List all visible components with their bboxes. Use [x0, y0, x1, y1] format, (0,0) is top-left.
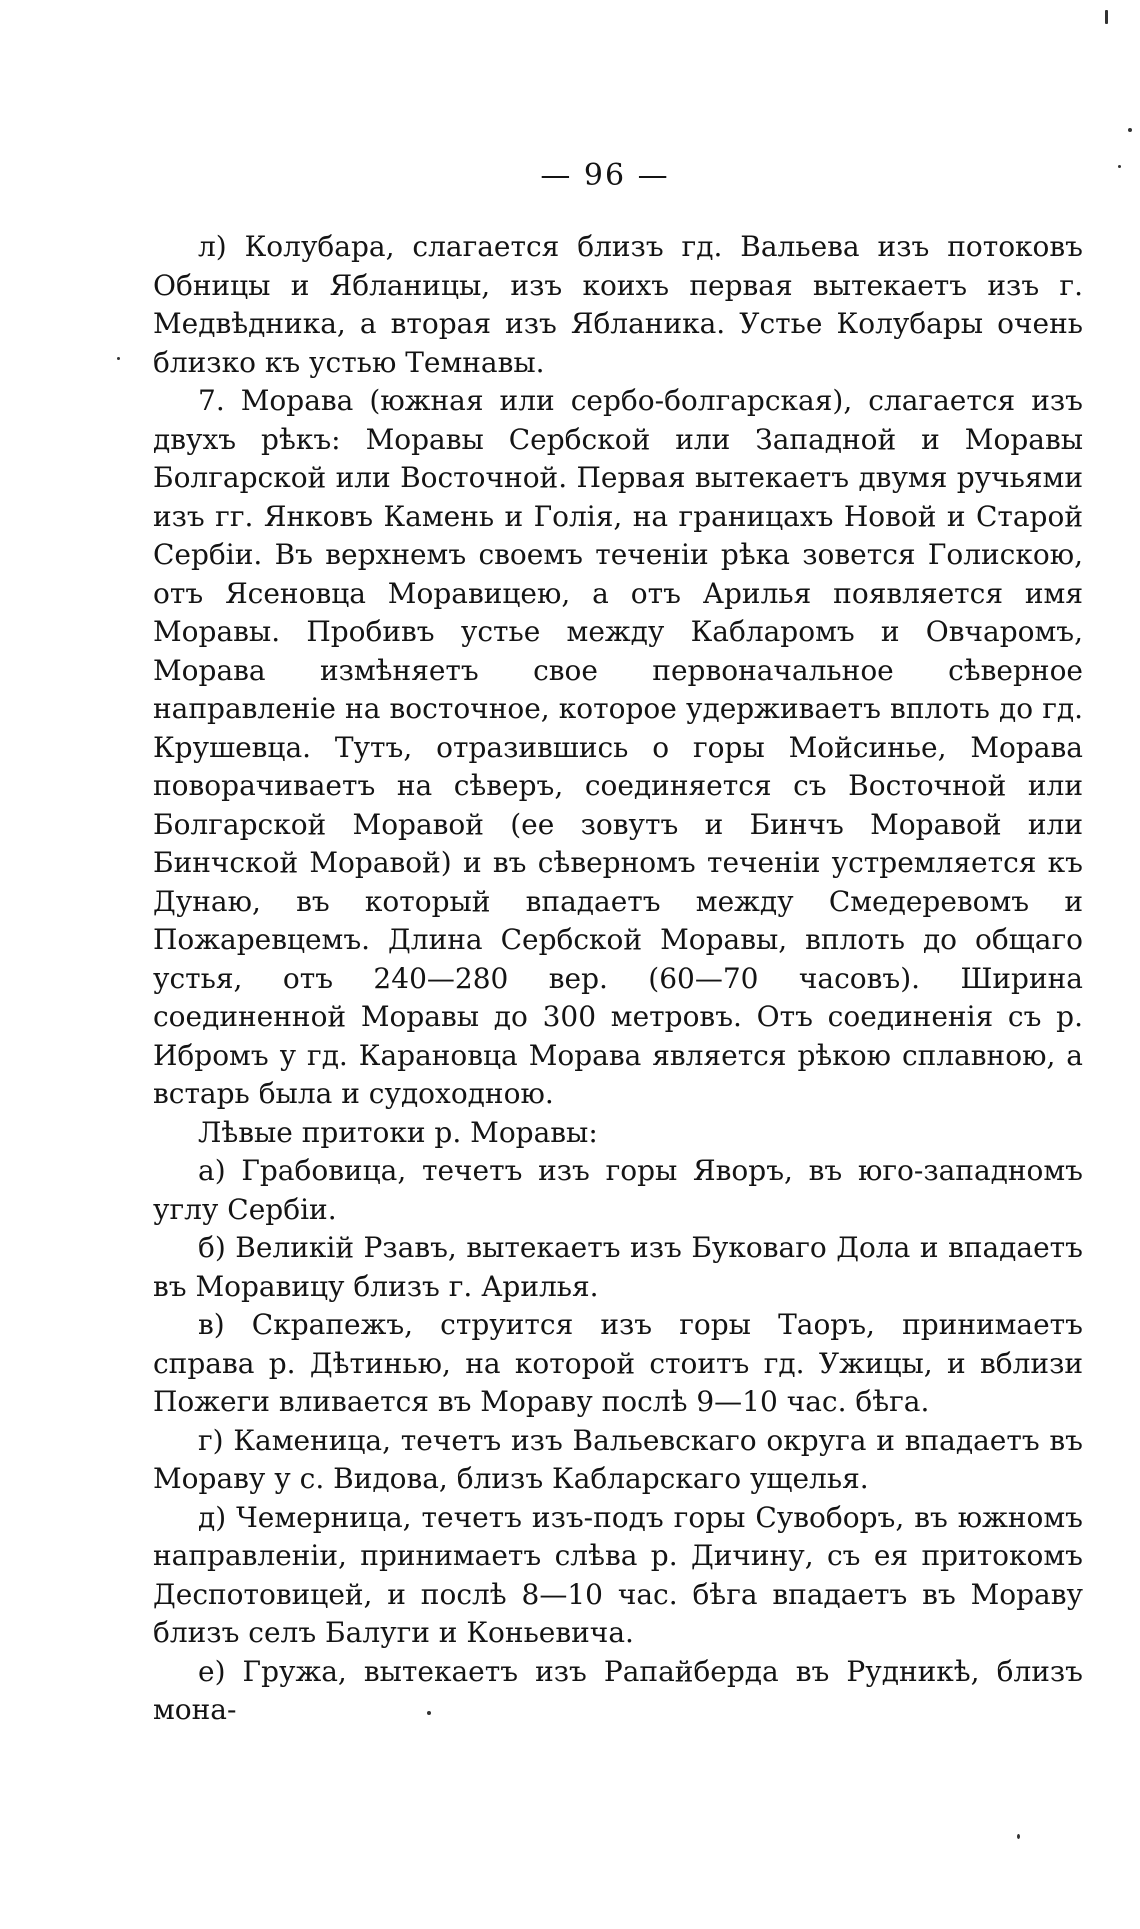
paragraph-gruzha: е) Гружа, вытекаетъ изъ Рапайберда въ Рудникѣ, близъ мона-: [153, 1654, 1083, 1726]
scan-speck: [117, 357, 120, 360]
paragraph-rzav: б) Великій Рзавъ, вытекаетъ изъ Буковаго Дола и впадаетъ въ Моравицу близъ г. Арилья.: [153, 1231, 1083, 1303]
text-body: [153, 228, 1083, 1730]
scan-speck: [1017, 1834, 1020, 1839]
paragraph-left-tributaries-heading: Лѣвые притоки р. Моравы:: [198, 1115, 598, 1149]
scan-speck: [1105, 10, 1108, 24]
scan-speck: [1128, 128, 1132, 132]
paragraph-morava: 7. Морава (южная или сербо-болгарская), слагается изъ двухъ рѣкъ: Моравы Сербской или Западной и Моравы Болгарской или Восточной. Первая вытекаетъ двумя ручьями изъ гг. Янковъ Камень и Голія, на границахъ Новой и Старой Сербіи. Въ верхнемъ своемъ теченіи рѣка зовется Голискою, отъ Ясеновца Моравицею, а отъ Арилья появляется имя Моравы. Пробивъ устье между Кабларомъ и Овчаромъ, Морава измѣняетъ свое первоначальное сѣверное направленіе на восточное, которое удерживаетъ вплоть до гд. Крушевца. Тутъ, отразившись о горы Мойсинье, Морава поворачиваетъ на сѣверъ, соединяется съ Восточной или Болгарской Моравой (ее зовутъ и Бинчъ Моравой или Бинчской Моравой) и въ сѣверномъ теченіи устремляется къ Дунаю, въ который впадаетъ между Смедеревомъ и Пожаревцемъ. Длина Сербской Моравы, вплоть до общаго устья, отъ 240—280 вер. (60—70 часовъ). Ширина соединенной Моравы до 300 метровъ. Отъ соединенія съ р. Ибромъ у гд. Карановца Морава является рѣкою сплавною, а встарь была и судоходною.: [153, 384, 1083, 1110]
paragraph-chemernica: д) Чемерница, течетъ изъ-подъ горы Сувоборъ, въ южномъ направленіи, принимаетъ слѣва р. Дичину, съ ея притокомъ Деспотовицей, и послѣ 8—10 час. бѣга впадаетъ въ Мораву близъ селъ Балуги и Коньевича.: [153, 1500, 1083, 1649]
paragraph-grabovica: а) Грабовица, течетъ изъ горы Яворъ, въ юго-западномъ углу Сербіи.: [153, 1154, 1083, 1226]
paragraph-kolubara: л) Колубара, слагается близъ гд. Вальева изъ потоковъ Обницы и Ябланицы, изъ коихъ первая вытекаетъ изъ г. Медвѣдника, а вторая изъ Ябланика. Устье Колубары очень близко къ устью Темнавы.: [153, 230, 1083, 379]
paragraph-skrapezh: в) Скрапежъ, струится изъ горы Таоръ, принимаетъ справа р. Дѣтинью, на которой стоитъ гд. Ужицы, и вблизи Пожеги вливается въ Мораву послѣ 9—10 час. бѣга.: [153, 1308, 1083, 1418]
scan-speck: [1118, 165, 1121, 168]
paragraph-kamenica: г) Каменица, течетъ изъ Вальевскаго округа и впадаетъ въ Мораву у с. Видова, близъ Кабларскаго ущелья.: [153, 1423, 1083, 1495]
page-number: — 96 —: [540, 158, 670, 193]
scan-speck: [427, 1711, 431, 1715]
